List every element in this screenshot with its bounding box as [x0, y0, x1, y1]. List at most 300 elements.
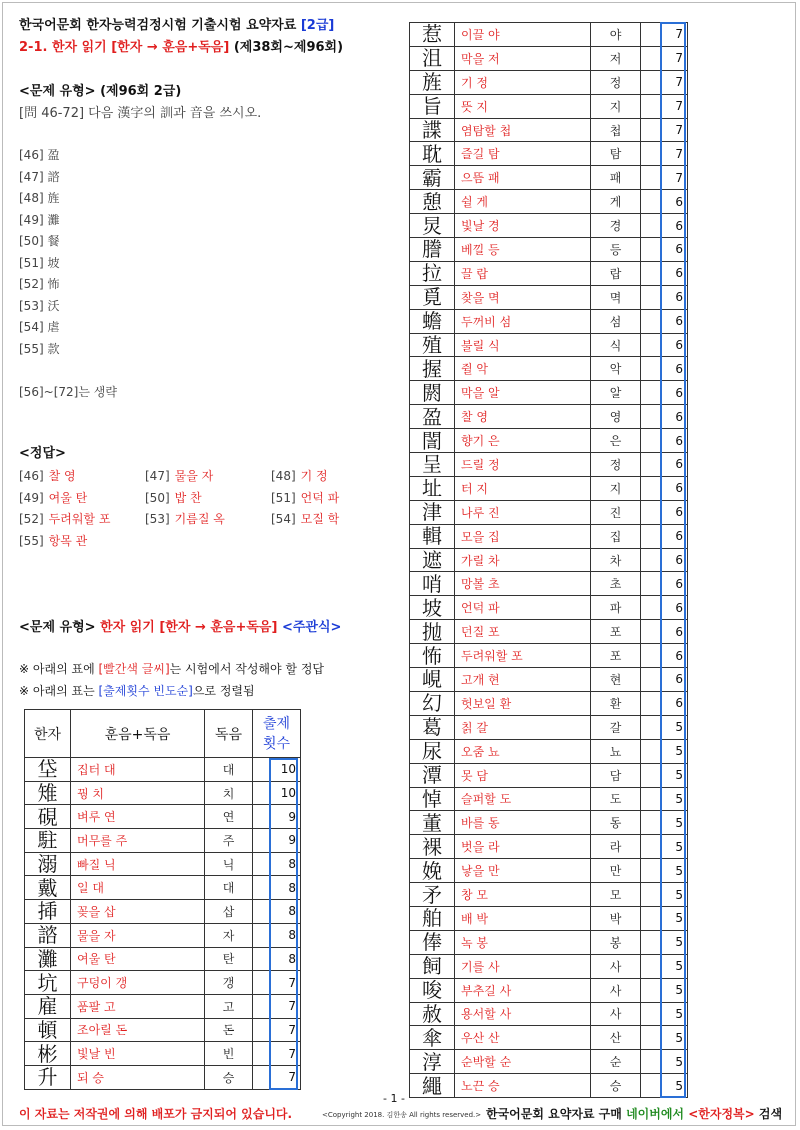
hanja-cell: 霸: [410, 166, 455, 190]
meaning-cell: 낳을 만: [455, 859, 591, 883]
note-2: [19, 683, 255, 699]
title-text: 한국어문회 한자능력검정시험 기출시험 요약자료: [19, 18, 297, 33]
hanja-cell: 雇: [25, 994, 71, 1018]
hanja-cell: 唆: [410, 978, 455, 1002]
meaning-cell: 베낄 등: [455, 238, 591, 262]
document-title: [19, 18, 334, 34]
count-cell: 5: [641, 859, 688, 883]
hanja-cell: 彬: [25, 1042, 71, 1066]
note2-prefix: 아래의 표는: [32, 684, 95, 698]
reading-cell: 포: [591, 644, 641, 668]
hanja-row: [410, 23, 688, 47]
count-cell: 5: [641, 1074, 688, 1098]
hanja-row: [410, 906, 688, 930]
hanja-row: [25, 947, 301, 971]
count-cell: 7: [253, 971, 301, 995]
note-bullet: ※: [19, 662, 30, 676]
reading-cell: 뇨: [591, 739, 641, 763]
answer-text: 물을 자: [174, 469, 214, 483]
count-cell: 7: [641, 46, 688, 70]
meaning-cell: 헛보일 환: [455, 691, 591, 715]
count-cell: 6: [641, 429, 688, 453]
reading-cell: 파: [591, 596, 641, 620]
reading-cell: 알: [591, 381, 641, 405]
meaning-cell: 염탐할 첩: [455, 118, 591, 142]
reading-cell: 지: [591, 94, 641, 118]
count-cell: 10: [253, 758, 301, 782]
hanja-row: [410, 668, 688, 692]
meaning-cell: 집터 대: [71, 758, 205, 782]
answer-item: [145, 468, 213, 484]
header-hanja: 한자: [25, 710, 71, 758]
meaning-cell: 벼루 연: [71, 805, 205, 829]
reading-cell: 탄: [205, 947, 253, 971]
type2-blue: <주관식>: [281, 620, 342, 635]
reading-cell: 탐: [591, 142, 641, 166]
count-cell: 8: [253, 947, 301, 971]
answer-number: [48]: [271, 469, 296, 483]
meaning-cell: 꿩 치: [71, 781, 205, 805]
meaning-cell: 드릴 정: [455, 453, 591, 477]
question-item: [48] 旌: [19, 191, 60, 205]
meaning-cell: 망볼 초: [455, 572, 591, 596]
hanja-row: [410, 333, 688, 357]
meaning-cell: 언덕 파: [455, 596, 591, 620]
hanja-row: [410, 787, 688, 811]
hanja-row: [25, 923, 301, 947]
answer-item: [271, 468, 328, 484]
hanja-cell: 憩: [410, 190, 455, 214]
type2-label: <문제 유형>: [19, 620, 96, 635]
reading-cell: 담: [591, 763, 641, 787]
hanja-cell: 溺: [25, 852, 71, 876]
hanja-cell: 灘: [25, 947, 71, 971]
footer-ad: [486, 1106, 782, 1122]
note1-suffix: 는 시험에서 작성해야 할 정답: [169, 662, 325, 676]
header-reading: 독음: [205, 710, 253, 758]
hanja-cell: 峴: [410, 668, 455, 692]
reading-cell: 승: [591, 1074, 641, 1098]
count-cell: 6: [641, 190, 688, 214]
hanja-row: [410, 405, 688, 429]
reading-cell: 정: [591, 70, 641, 94]
hanja-cell: 址: [410, 476, 455, 500]
answer-item: [19, 533, 87, 549]
question-item: [47] 諮: [19, 169, 60, 184]
title-grade: [2급]: [300, 18, 335, 33]
answer-number: [46]: [19, 469, 44, 483]
hanja-cell: 殖: [410, 333, 455, 357]
note-bullet: ※: [19, 684, 30, 698]
reading-cell: 은: [591, 429, 641, 453]
hanja-cell: 拉: [410, 261, 455, 285]
left-hanja-table: [24, 709, 301, 1090]
count-cell: 6: [641, 357, 688, 381]
meaning-cell: 두꺼비 섬: [455, 309, 591, 333]
count-cell: 7: [641, 70, 688, 94]
hanja-cell: 握: [410, 357, 455, 381]
meaning-cell: 모을 집: [455, 524, 591, 548]
meaning-cell: 슬퍼할 도: [455, 787, 591, 811]
answer-number: [53]: [145, 512, 170, 526]
hanja-cell: 頓: [25, 1018, 71, 1042]
hanja-row: [410, 70, 688, 94]
hanja-row: [410, 190, 688, 214]
reading-cell: 산: [591, 1026, 641, 1050]
hanja-cell: 謄: [410, 238, 455, 262]
meaning-cell: 쉴 게: [455, 190, 591, 214]
hanja-cell: 諜: [410, 118, 455, 142]
meaning-cell: 불릴 식: [455, 333, 591, 357]
meaning-cell: 녹 봉: [455, 930, 591, 954]
sample-heading-label: <문제 유형>: [19, 84, 96, 99]
meaning-cell: 쥘 악: [455, 357, 591, 381]
reading-cell: 주: [205, 829, 253, 853]
answer-number: [50]: [145, 490, 170, 505]
question-item: [55] 款: [19, 341, 60, 356]
answer-text: 항목 관: [48, 533, 88, 548]
hanja-row: [410, 429, 688, 453]
hanja-cell: 盈: [410, 405, 455, 429]
hanja-cell: 矛: [410, 883, 455, 907]
meaning-cell: 오줌 뇨: [455, 739, 591, 763]
reading-cell: 사: [591, 978, 641, 1002]
copyright-warning: 이 자료는 저작권에 의해 배포가 금지되어 있습니다.: [19, 1107, 293, 1121]
question-item: [52] 怖: [19, 277, 60, 291]
question-list: [19, 147, 59, 362]
meaning-cell: 두려워할 포: [455, 644, 591, 668]
hanja-cell: 旌: [410, 70, 455, 94]
hanja-row: [410, 954, 688, 978]
meaning-cell: 빛날 빈: [71, 1042, 205, 1066]
hanja-cell: 尿: [410, 739, 455, 763]
reading-cell: 승: [205, 1065, 253, 1089]
reading-cell: 사: [591, 954, 641, 978]
sample-heading-note: (제96회 2급): [100, 84, 182, 99]
hanja-row: [25, 1065, 301, 1089]
sample-heading: [19, 84, 181, 100]
answer-number: [54]: [271, 512, 296, 526]
hanja-row: [410, 1026, 688, 1050]
hanja-row: [410, 883, 688, 907]
meaning-cell: 기를 사: [455, 954, 591, 978]
count-cell: 6: [641, 214, 688, 238]
hanja-cell: 飼: [410, 954, 455, 978]
count-cell: 6: [641, 524, 688, 548]
hanja-row: [410, 94, 688, 118]
meaning-cell: 노끈 승: [455, 1074, 591, 1098]
hanja-row: [25, 852, 301, 876]
subtitle-text: 2-1. 한자 읽기 [한자 → 훈음+독음]: [19, 40, 230, 55]
meaning-cell: 막을 알: [455, 381, 591, 405]
count-cell: 7: [641, 118, 688, 142]
reading-cell: 봉: [591, 930, 641, 954]
count-cell: 7: [641, 94, 688, 118]
reading-cell: 차: [591, 548, 641, 572]
reading-cell: 멱: [591, 285, 641, 309]
reading-cell: 치: [205, 781, 253, 805]
type2-red: 한자 읽기 [한자 → 훈음+독음]: [100, 620, 278, 635]
meaning-cell: 빠질 닉: [71, 852, 205, 876]
reading-cell: 대: [205, 876, 253, 900]
hanja-row: [410, 453, 688, 477]
count-cell: 5: [641, 811, 688, 835]
hanja-cell: 哨: [410, 572, 455, 596]
meaning-cell: 조아릴 돈: [71, 1018, 205, 1042]
count-cell: 7: [253, 1042, 301, 1066]
ad-prefix: 한국어문회 요약자료 구매: [486, 1107, 622, 1121]
meaning-cell: 못 담: [455, 763, 591, 787]
count-cell: 6: [641, 309, 688, 333]
hanja-row: [410, 118, 688, 142]
hanja-cell: 蟾: [410, 309, 455, 333]
hanja-cell: 抛: [410, 620, 455, 644]
count-cell: 7: [253, 1065, 301, 1089]
hanja-cell: 雉: [25, 781, 71, 805]
answer-text: 기 정: [300, 469, 328, 483]
meaning-cell: 즐길 탐: [455, 142, 591, 166]
answer-text: 여울 탄: [48, 490, 88, 505]
count-cell: 6: [641, 572, 688, 596]
count-cell: 6: [641, 453, 688, 477]
meaning-cell: 향기 은: [455, 429, 591, 453]
meaning-cell: 품팔 고: [71, 994, 205, 1018]
hanja-cell: 赦: [410, 1002, 455, 1026]
count-cell: 6: [641, 381, 688, 405]
meaning-cell: 끌 랍: [455, 261, 591, 285]
meaning-cell: 칡 갈: [455, 715, 591, 739]
meaning-cell: 바를 동: [455, 811, 591, 835]
hanja-row: [410, 285, 688, 309]
meaning-cell: 물을 자: [71, 923, 205, 947]
hanja-cell: 呈: [410, 453, 455, 477]
reading-cell: 악: [591, 357, 641, 381]
header-count: [253, 710, 301, 758]
count-cell: 8: [253, 900, 301, 924]
answer-item: [145, 490, 202, 506]
hanja-cell: 揷: [25, 900, 71, 924]
answer-item: [271, 490, 339, 506]
hanja-cell: 覓: [410, 285, 455, 309]
hanja-row: [410, 142, 688, 166]
count-cell: 5: [641, 978, 688, 1002]
reading-cell: 모: [591, 883, 641, 907]
reading-cell: 자: [205, 923, 253, 947]
answer-text: 두려워할 포: [48, 512, 111, 526]
count-cell: 6: [641, 500, 688, 524]
reading-cell: 환: [591, 691, 641, 715]
hanja-row: [25, 781, 301, 805]
reading-cell: 도: [591, 787, 641, 811]
hanja-row: [410, 166, 688, 190]
answer-item: [271, 511, 339, 527]
hanja-row: [410, 309, 688, 333]
count-cell: 9: [253, 805, 301, 829]
hanja-cell: 戴: [25, 876, 71, 900]
question-item: [53] 沃: [19, 298, 60, 313]
answer-item: [145, 511, 225, 527]
meaning-cell: 배 박: [455, 906, 591, 930]
header-meaning: 훈음+독음: [71, 710, 205, 758]
count-cell: 8: [253, 923, 301, 947]
hanja-row: [410, 596, 688, 620]
answer-number: [52]: [19, 512, 44, 526]
count-cell: 6: [641, 405, 688, 429]
meaning-cell: 꽂을 삽: [71, 900, 205, 924]
note2-blue: [출제횟수 빈도순]: [98, 684, 193, 698]
reading-cell: 빈: [205, 1042, 253, 1066]
hanja-cell: 輯: [410, 524, 455, 548]
hanja-row: [410, 524, 688, 548]
hanja-row: [410, 214, 688, 238]
hanja-cell: 閼: [410, 381, 455, 405]
reading-cell: 순: [591, 1050, 641, 1074]
header-count-line2: 횟수: [262, 735, 291, 752]
count-cell: 7: [641, 166, 688, 190]
hanja-row: [410, 381, 688, 405]
hanja-row: [410, 476, 688, 500]
ad-search-term: <한자정복>: [688, 1107, 755, 1121]
meaning-cell: 나루 진: [455, 500, 591, 524]
ad-suffix: 검색: [758, 1107, 783, 1121]
hanja-cell: 耽: [410, 142, 455, 166]
reading-cell: 첩: [591, 118, 641, 142]
hanja-row: [410, 261, 688, 285]
reading-cell: 고: [205, 994, 253, 1018]
right-hanja-table: [409, 22, 688, 1098]
reading-cell: 영: [591, 405, 641, 429]
hanja-row: [410, 763, 688, 787]
hanja-cell: 沮: [410, 46, 455, 70]
answer-number: [47]: [145, 469, 170, 483]
count-cell: 5: [641, 1050, 688, 1074]
reading-cell: 대: [205, 758, 253, 782]
note1-prefix: 아래의 표에: [32, 662, 95, 676]
count-cell: 6: [641, 620, 688, 644]
meaning-cell: 벗을 라: [455, 835, 591, 859]
count-cell: 5: [641, 763, 688, 787]
hanja-cell: 誾: [410, 429, 455, 453]
hanja-cell: 遮: [410, 548, 455, 572]
reading-cell: 저: [591, 46, 641, 70]
hanja-row: [410, 572, 688, 596]
sample-instruction: [問 46-72] 다음 漢字의 訓과 音을 쓰시오.: [19, 106, 262, 121]
answer-text: 밥 찬: [174, 490, 202, 505]
meaning-cell: 가릴 차: [455, 548, 591, 572]
hanja-row: [25, 971, 301, 995]
hanja-row: [410, 548, 688, 572]
hanja-cell: 葛: [410, 715, 455, 739]
meaning-cell: 일 대: [71, 876, 205, 900]
answer-text: 언덕 파: [300, 490, 340, 505]
meaning-cell: 여울 탄: [71, 947, 205, 971]
hanja-row: [410, 644, 688, 668]
hanja-row: [25, 994, 301, 1018]
reading-cell: 등: [591, 238, 641, 262]
hanja-cell: 董: [410, 811, 455, 835]
meaning-cell: 구덩이 갱: [71, 971, 205, 995]
meaning-cell: 이끌 야: [455, 23, 591, 47]
hanja-cell: 舶: [410, 906, 455, 930]
hanja-cell: 傘: [410, 1026, 455, 1050]
hanja-row: [410, 691, 688, 715]
reading-cell: 식: [591, 333, 641, 357]
hanja-cell: 炅: [410, 214, 455, 238]
hanja-cell: 諮: [25, 923, 71, 947]
count-cell: 5: [641, 954, 688, 978]
document-subtitle: [19, 40, 343, 56]
hanja-cell: 坑: [25, 971, 71, 995]
hanja-cell: 怖: [410, 644, 455, 668]
reading-cell: 게: [591, 190, 641, 214]
count-cell: 6: [641, 548, 688, 572]
hanja-row: [410, 930, 688, 954]
count-cell: 6: [641, 476, 688, 500]
reading-cell: 섬: [591, 309, 641, 333]
count-cell: 10: [253, 781, 301, 805]
hanja-row: [410, 357, 688, 381]
hanja-cell: 旨: [410, 94, 455, 118]
meaning-cell: 기 정: [455, 70, 591, 94]
meaning-cell: 으뜸 패: [455, 166, 591, 190]
note-1: [19, 661, 324, 677]
hanja-row: [410, 46, 688, 70]
count-cell: 7: [253, 994, 301, 1018]
hanja-cell: 硯: [25, 805, 71, 829]
question-item: [54] 虐: [19, 320, 60, 334]
reading-cell: 정: [591, 453, 641, 477]
answer-item: [19, 490, 87, 506]
reading-cell: 박: [591, 906, 641, 930]
reading-cell: 사: [591, 1002, 641, 1026]
note2-suffix: 으로 정렬됨: [192, 684, 255, 698]
count-cell: 5: [641, 1002, 688, 1026]
answer-number: [49]: [19, 490, 44, 505]
reading-cell: 패: [591, 166, 641, 190]
reading-cell: 진: [591, 500, 641, 524]
question-item: [49] 灘: [19, 212, 60, 227]
count-cell: 6: [641, 285, 688, 309]
hanja-row: [25, 758, 301, 782]
count-cell: 9: [253, 829, 301, 853]
hanja-cell: 俸: [410, 930, 455, 954]
hanja-row: [410, 835, 688, 859]
meaning-cell: 머무를 주: [71, 829, 205, 853]
hanja-cell: 幻: [410, 691, 455, 715]
count-cell: 5: [641, 835, 688, 859]
hanja-row: [410, 1074, 688, 1098]
hanja-row: [25, 900, 301, 924]
count-cell: 6: [641, 668, 688, 692]
count-cell: 7: [641, 142, 688, 166]
reading-cell: 갈: [591, 715, 641, 739]
hanja-cell: 升: [25, 1065, 71, 1089]
reading-cell: 경: [591, 214, 641, 238]
subtitle-range: (제38회~제96회): [233, 40, 344, 55]
meaning-cell: 우산 산: [455, 1026, 591, 1050]
hanja-cell: 淳: [410, 1050, 455, 1074]
page-number: - 1 -: [383, 1092, 405, 1105]
hanja-cell: 潭: [410, 763, 455, 787]
hanja-row: [410, 500, 688, 524]
answer-item: [19, 468, 76, 484]
answer-number: [55]: [19, 533, 44, 548]
hanja-row: [25, 1018, 301, 1042]
count-cell: 7: [253, 1018, 301, 1042]
meaning-cell: 뜻 지: [455, 94, 591, 118]
hanja-row: [410, 238, 688, 262]
meaning-cell: 빛날 경: [455, 214, 591, 238]
